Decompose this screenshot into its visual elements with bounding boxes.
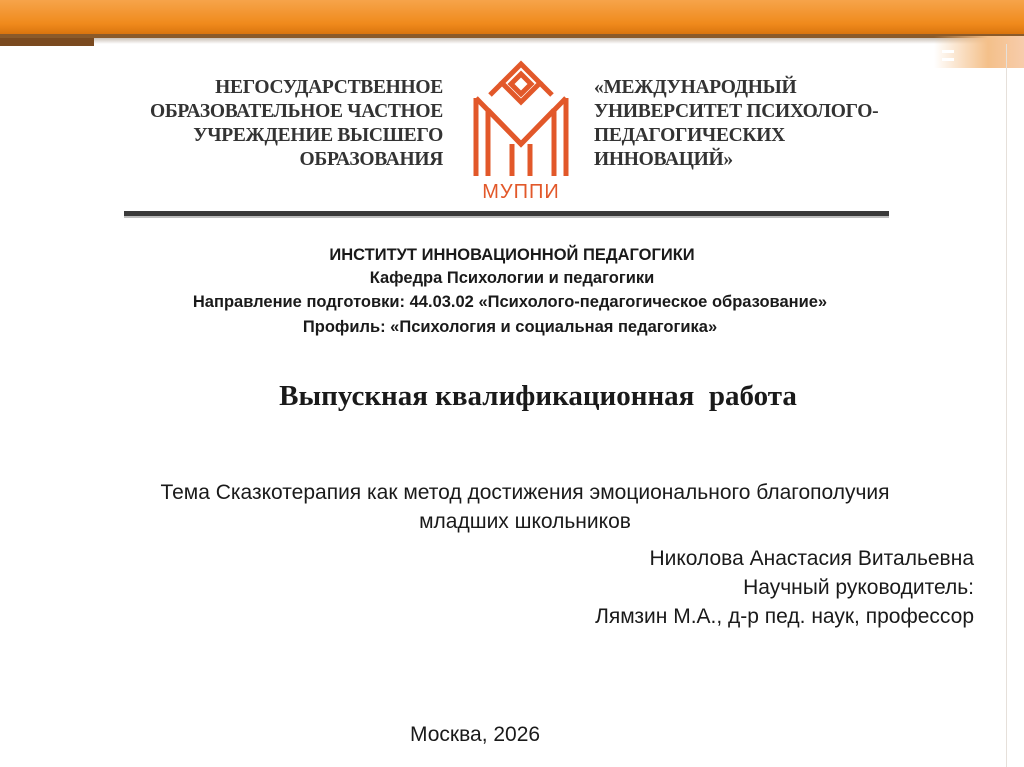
supervisor-name: Лямзин М.А., д-р пед. наук, профессор <box>595 605 974 628</box>
muppi-logo-icon <box>462 58 580 204</box>
header-left-line: УЧРЕЖДЕНИЕ ВЫСШЕГО <box>193 125 443 146</box>
header-left-line: ОБРАЗОВАТЕЛЬНОЕ ЧАСТНОЕ <box>149 101 443 122</box>
university-name-text <box>594 76 914 172</box>
work-title: Выпускная квалификационная работа <box>279 380 797 412</box>
author-block <box>440 544 974 631</box>
topic-line: младших школьников <box>419 510 631 533</box>
supervisor-label: Научный руководитель: <box>743 576 974 599</box>
city-year: Москва, 2026 <box>410 723 541 746</box>
author-name: Николова Анастасия Витальевна <box>649 547 974 570</box>
study-profile: Профиль: «Психология и социальная педагогика» <box>302 318 718 336</box>
header-right-line: ПЕДАГОГИЧЕСКИХ <box>594 125 785 146</box>
university-type-text <box>118 76 443 172</box>
header-left-line: ОБРАЗОВАНИЯ <box>299 149 443 170</box>
header-divider-shadow <box>124 216 889 218</box>
header-right-line: ИННОВАЦИЙ» <box>594 149 733 170</box>
study-direction: Направление подготовки: 44.03.02 «Психолого-педагогическое образование» <box>192 293 828 311</box>
topic-line: Тема Сказкотерапия как метод достижения эмоционального благополучия <box>160 481 890 504</box>
header-left-line: НЕГОСУДАРСТВЕННОЕ <box>215 77 443 98</box>
department-name: Кафедра Психологии и педагогики <box>369 269 655 287</box>
top-decor-bar <box>0 0 1024 34</box>
logo-text: МУППИ <box>482 181 560 203</box>
institute-name: ИНСТИТУТ ИННОВАЦИОННОЙ ПЕДАГОГИКИ <box>329 246 695 264</box>
thesis-topic <box>60 478 990 536</box>
header-right-line: «МЕЖДУНАРОДНЫЙ <box>594 77 797 98</box>
header-right-line: УНИВЕРСИТЕТ ПСИХОЛОГО- <box>594 101 879 122</box>
